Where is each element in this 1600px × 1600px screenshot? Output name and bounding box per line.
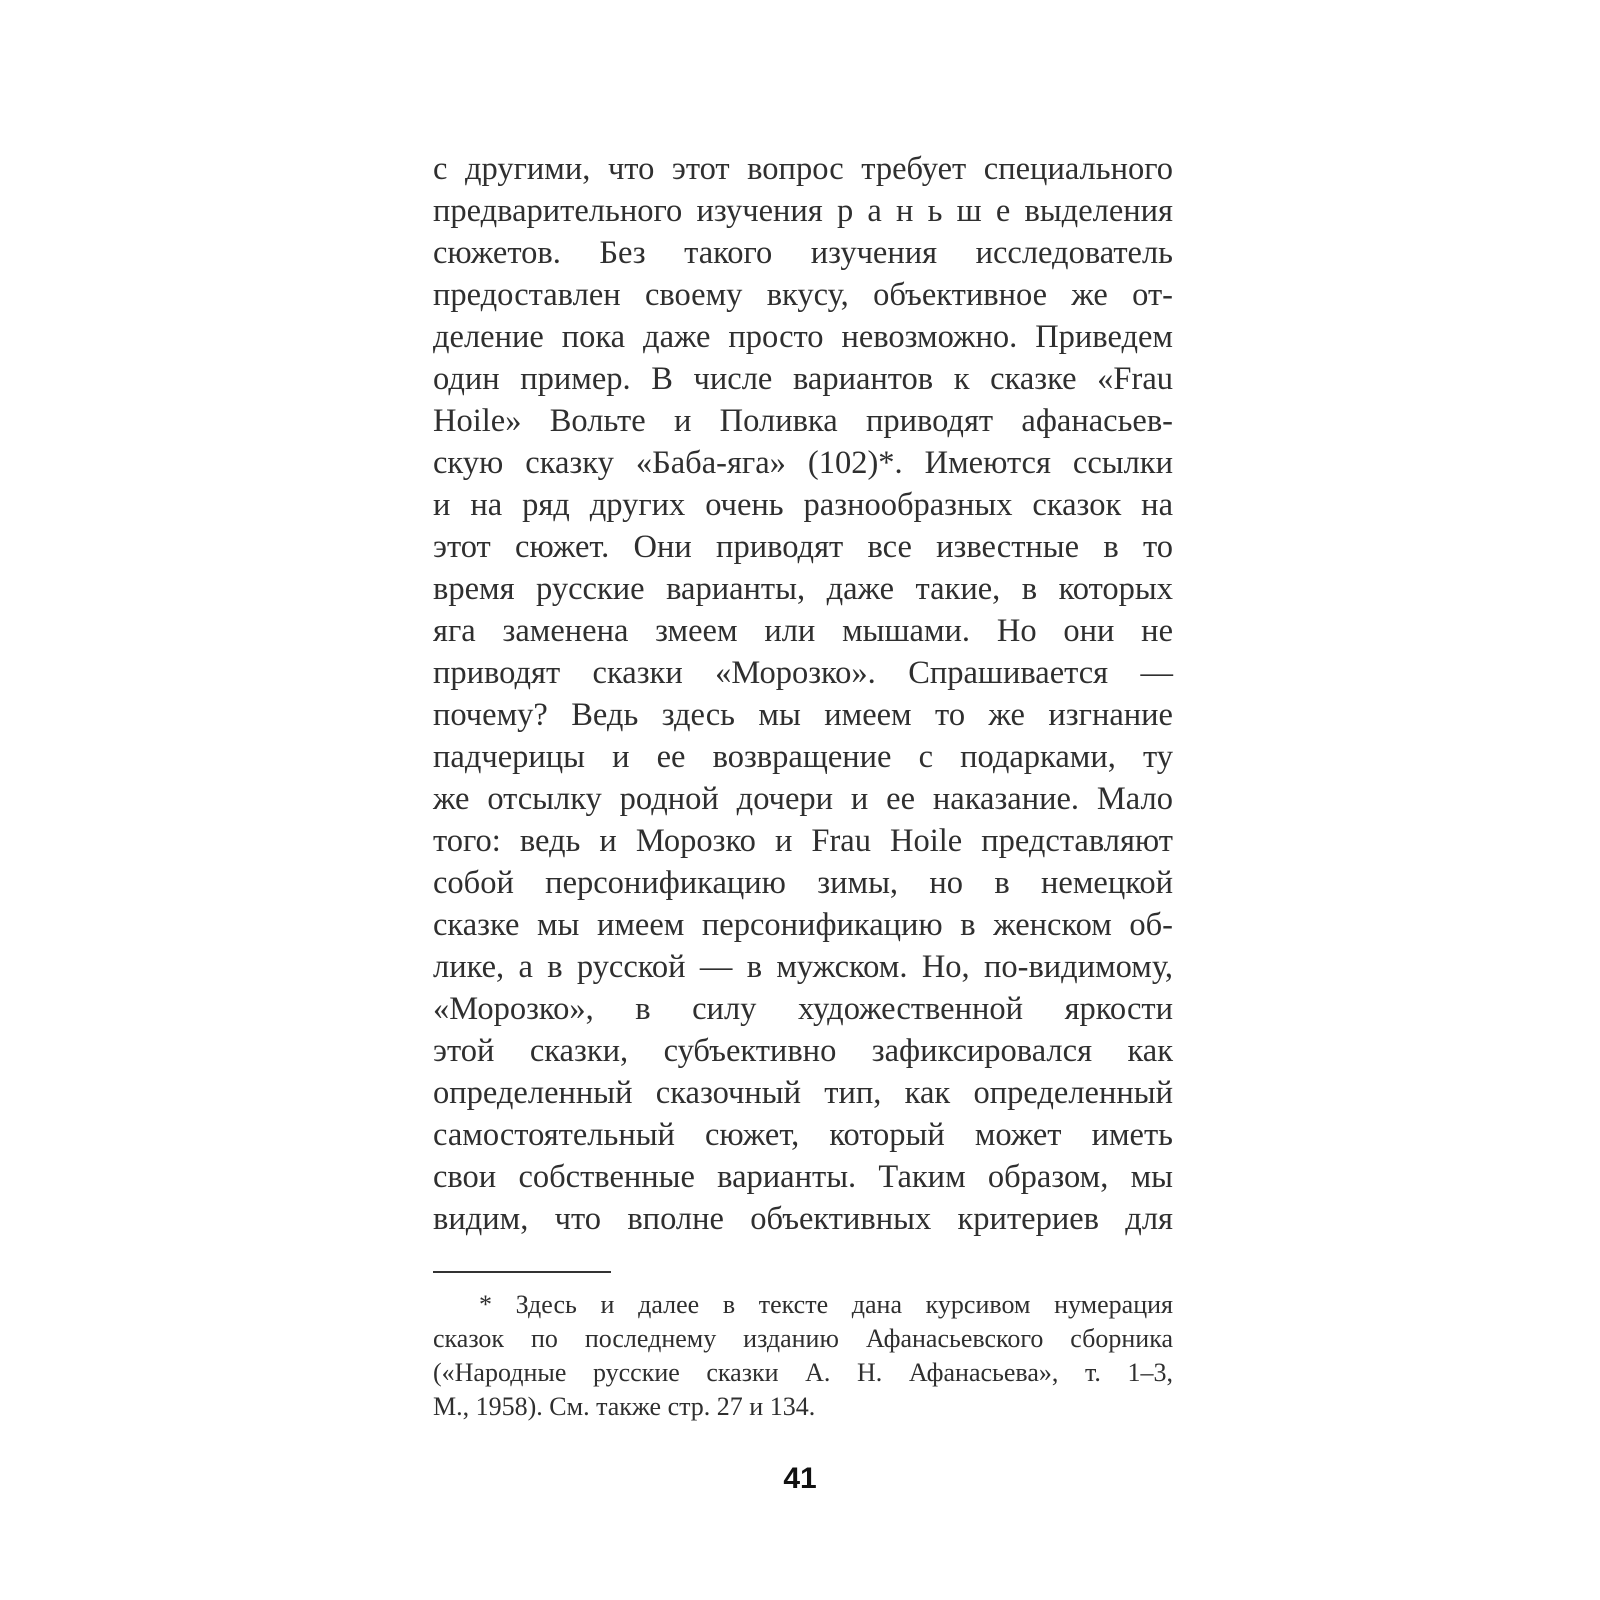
body-line: приводят сказки «Морозко». Спрашивается — — [433, 655, 1173, 691]
body-line: предварительного изучения р а н ь ш е выделения — [433, 193, 1173, 229]
body-line: «Морозко», в силу художественной яркости — [433, 991, 1173, 1027]
body-line: с другими, что этот вопрос требует специального — [433, 151, 1173, 187]
footnote-line: сказок по последнему изданию Афанасьевского сборника — [433, 1324, 1173, 1353]
body-line: же отсылку родной дочери и ее наказание. Мало — [433, 781, 1173, 817]
footnote-line: * Здесь и далее в тексте дана курсивом нумерация — [479, 1290, 1173, 1319]
footnote-line: («Народные русские сказки А. Н. Афанасьева», т. 1–3, — [433, 1358, 1173, 1387]
body-line: самостоятельный сюжет, который может иметь — [433, 1117, 1173, 1153]
body-line: и на ряд других очень разнообразных сказок на — [433, 487, 1173, 523]
body-line: этой сказки, субъективно зафиксировался как — [433, 1033, 1173, 1069]
body-line: сюжетов. Без такого изучения исследователь — [433, 235, 1173, 271]
body-line: падчерицы и ее возвращение с подарками, ту — [433, 739, 1173, 775]
footnote — [433, 1288, 1173, 1424]
body-line: свои собственные варианты. Таким образом, мы — [433, 1159, 1173, 1195]
body-line: сказке мы имеем персонификацию в женском об- — [433, 907, 1173, 943]
body-line: предоставлен своему вкусу, объективное же от- — [433, 277, 1173, 313]
page-number: 41 — [783, 1462, 817, 1495]
body-text — [433, 148, 1173, 1240]
body-line: почему? Ведь здесь мы имеем то же изгнание — [433, 697, 1173, 733]
body-line: лике, а в русской — в мужском. Но, по-видимому, — [433, 949, 1173, 985]
body-line: один пример. В числе вариантов к сказке «Frau — [433, 361, 1173, 397]
body-line: того: ведь и Морозко и Frau Hoile представляют — [433, 823, 1173, 859]
footnote-line: М., 1958). См. также стр. 27 и 134. — [433, 1392, 816, 1421]
body-line: деление пока даже просто невозможно. Приведем — [433, 319, 1173, 355]
body-line: видим, что вполне объективных критериев для — [433, 1201, 1173, 1237]
body-line: определенный сказочный тип, как определенный — [433, 1075, 1173, 1111]
body-line: собой персонификацию зимы, но в немецкой — [433, 865, 1173, 901]
footnote-divider — [433, 1271, 611, 1273]
body-line: скую сказку «Баба-яга» (102)*. Имеются ссылки — [433, 445, 1173, 481]
body-line: Hoile» Вольте и Поливка приводят афанасьев- — [433, 403, 1173, 439]
body-line: время русские варианты, даже такие, в которых — [433, 571, 1173, 607]
body-line: этот сюжет. Они приводят все известные в то — [433, 529, 1173, 565]
body-line: яга заменена змеем или мышами. Но они не — [433, 613, 1173, 649]
